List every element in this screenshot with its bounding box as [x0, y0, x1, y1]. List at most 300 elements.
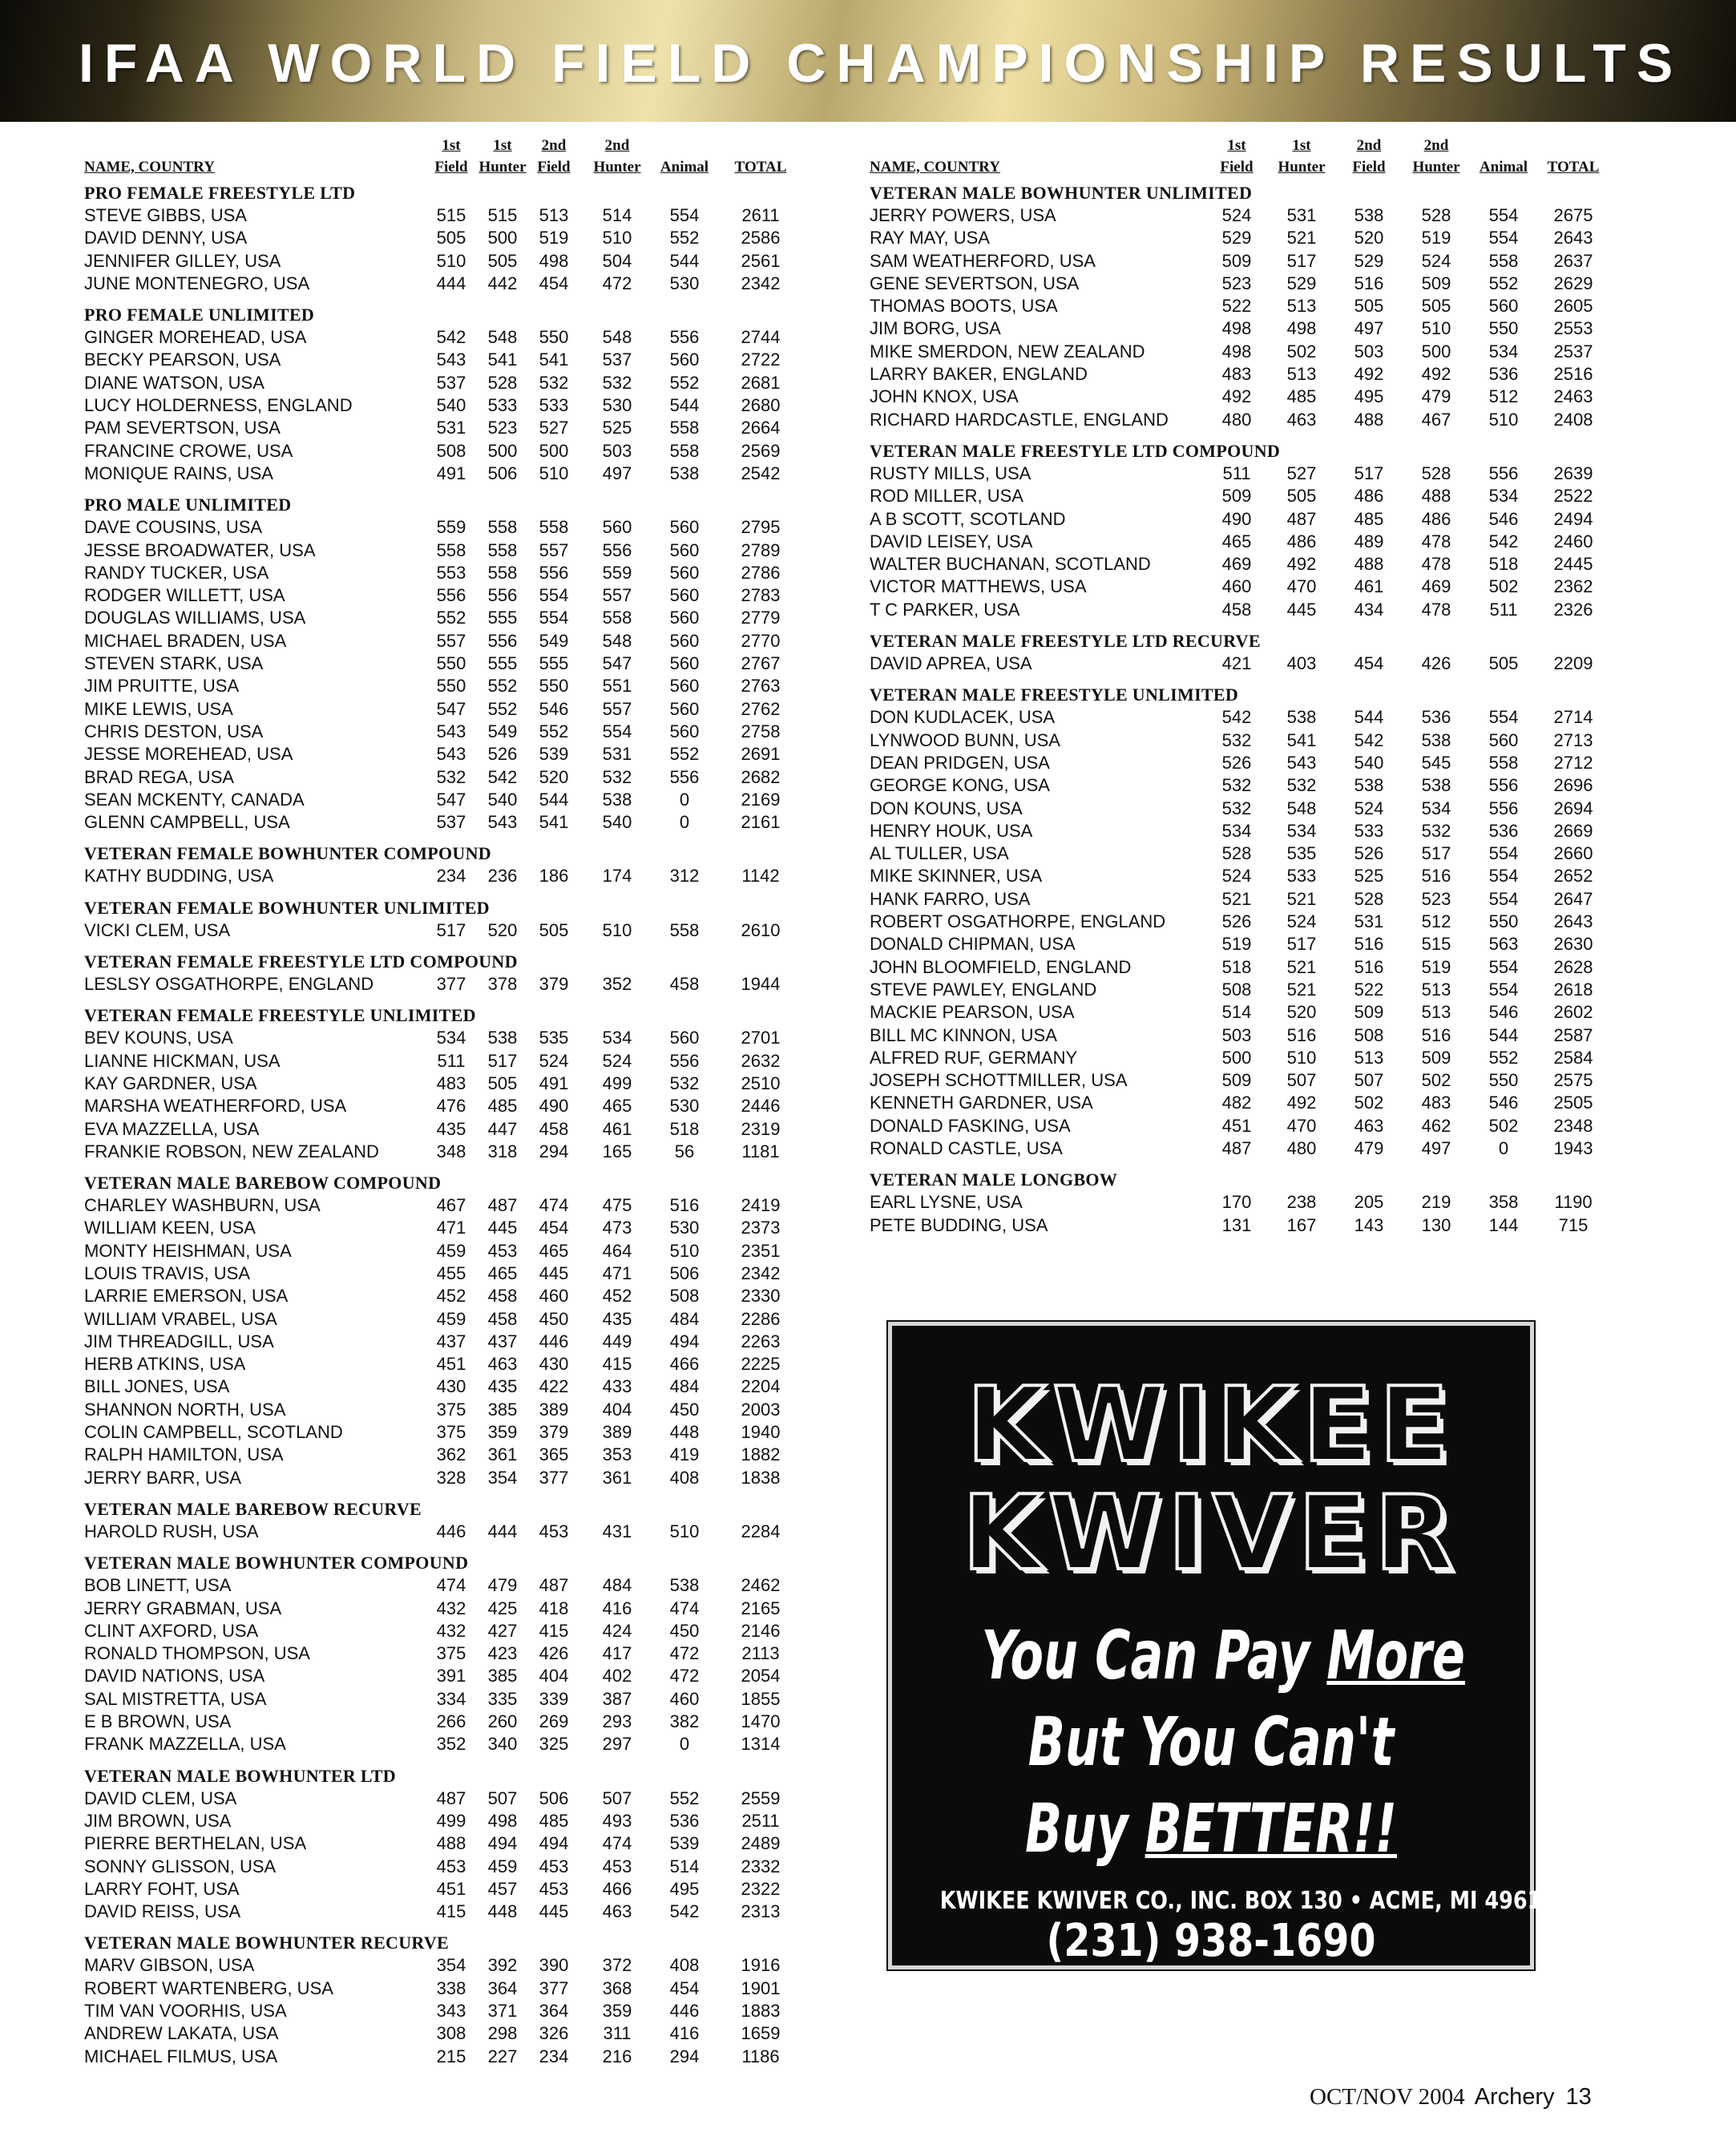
result-row: [84, 1598, 830, 1620]
total-score: 2003: [741, 1399, 781, 1420]
total-score: 2313: [741, 1901, 781, 1922]
animal-score: 552: [1488, 1047, 1519, 1068]
result-row: [84, 1072, 830, 1095]
animal-score: 408: [669, 1955, 700, 1976]
animal-score: 450: [669, 1620, 700, 1641]
first-field-score: 487: [1221, 1137, 1252, 1158]
first-hunter-score: 505: [487, 250, 518, 271]
header-1st-hunter: 1st Hunter: [1278, 137, 1326, 176]
archer-name: GEORGE KONG, USA: [870, 775, 1050, 796]
result-row: [870, 774, 1619, 797]
results-section: [870, 1168, 1619, 1237]
first-field-score: 537: [436, 812, 466, 833]
first-hunter-score: 528: [487, 372, 518, 393]
first-field-score: 452: [436, 1286, 466, 1307]
total-score: 2542: [741, 463, 781, 483]
result-row: [84, 516, 830, 539]
second-hunter-score: 216: [602, 2046, 632, 2066]
archer-name: RUSTY MILLS, USA: [870, 463, 1032, 483]
result-row: [84, 973, 830, 996]
animal-score: 536: [1488, 820, 1519, 841]
archer-name: GENE SEVERTSON, USA: [870, 273, 1080, 293]
total-score: 2669: [1553, 820, 1593, 841]
first-hunter-score: 423: [487, 1643, 518, 1664]
result-row: [84, 2000, 830, 2022]
second-hunter-score: 504: [602, 250, 632, 271]
animal-score: 536: [1488, 364, 1519, 385]
archer-name: SAL MISTRETTA, USA: [84, 1688, 267, 1709]
animal-score: 552: [669, 744, 700, 765]
total-score: 2611: [741, 205, 780, 225]
second-field-score: 422: [539, 1376, 569, 1397]
header-total: TOTAL: [734, 159, 787, 176]
first-hunter-score: 364: [487, 1977, 518, 1998]
header-2nd-field: 2nd Field: [1352, 137, 1386, 176]
archer-name: MICHAEL BRADEN, USA: [84, 630, 287, 651]
archer-name: JERRY POWERS, USA: [870, 205, 1056, 225]
results-section: [870, 629, 1619, 675]
total-score: 2362: [1553, 576, 1593, 597]
total-score: 1190: [1554, 1192, 1593, 1213]
animal-score: 550: [1488, 1070, 1519, 1091]
results-section: [84, 1931, 830, 2067]
first-hunter-score: 463: [487, 1354, 518, 1375]
animal-score: 538: [669, 1575, 700, 1596]
second-hunter-score: 505: [1421, 296, 1451, 317]
archer-name: RONALD THOMPSON, USA: [84, 1643, 310, 1664]
archer-name: FRANK MAZZELLA, USA: [84, 1734, 286, 1755]
first-field-score: 556: [436, 585, 466, 606]
archer-name: ROD MILLER, USA: [870, 486, 1023, 507]
first-field-score: 375: [436, 1399, 466, 1420]
first-field-score: 515: [436, 205, 466, 225]
total-score: 2779: [741, 608, 781, 628]
second-hunter-score: 554: [602, 721, 632, 741]
page-footer: [1310, 2084, 1592, 2111]
second-hunter-score: 359: [602, 2001, 632, 2021]
first-field-score: 517: [436, 919, 466, 940]
animal-score: 560: [669, 630, 700, 651]
first-field-score: 432: [436, 1598, 466, 1618]
total-score: 2505: [1553, 1093, 1593, 1113]
archer-name: VICKI CLEM, USA: [84, 919, 231, 940]
first-field-score: 498: [1221, 318, 1252, 339]
second-field-score: 434: [1354, 599, 1384, 620]
first-hunter-score: 437: [487, 1331, 518, 1351]
total-score: 2584: [1553, 1047, 1593, 1068]
second-hunter-score: 426: [1421, 653, 1451, 674]
animal-score: 416: [669, 2023, 700, 2044]
archer-name: LARRIE EMERSON, USA: [84, 1286, 289, 1307]
second-field-score: 489: [1354, 531, 1384, 551]
result-row: [870, 386, 1619, 408]
first-hunter-score: 505: [487, 1072, 518, 1093]
second-field-score: 450: [539, 1308, 569, 1329]
result-row: [84, 1141, 830, 1163]
result-row: [84, 1467, 830, 1489]
first-field-score: 375: [436, 1422, 466, 1443]
archer-name: RANDY TUCKER, USA: [84, 562, 269, 583]
ad-slogan-line-3: Buy BETTER!!: [1024, 1789, 1397, 1868]
total-score: 2348: [1553, 1115, 1593, 1136]
animal-score: 554: [1488, 956, 1519, 977]
first-hunter-score: 458: [487, 1308, 518, 1329]
animal-score: 539: [669, 1833, 700, 1854]
animal-score: 554: [1488, 205, 1519, 225]
second-hunter-score: 497: [1421, 1137, 1451, 1158]
second-field-score: 474: [539, 1195, 569, 1216]
second-field-score: 546: [539, 698, 569, 719]
first-hunter-score: 435: [487, 1376, 518, 1397]
archer-name: CHRIS DESTON, USA: [84, 721, 264, 741]
second-field-score: 269: [539, 1711, 569, 1732]
first-hunter-score: 552: [487, 698, 518, 719]
animal-score: 556: [1488, 463, 1519, 483]
second-hunter-score: 557: [602, 698, 632, 719]
first-hunter-score: 521: [1286, 979, 1317, 1000]
first-hunter-score: 556: [487, 585, 518, 606]
first-field-score: 308: [436, 2023, 466, 2044]
second-field-score: 430: [539, 1354, 569, 1375]
first-hunter-score: 318: [487, 1141, 518, 1161]
second-field-score: 554: [539, 608, 569, 628]
second-hunter-score: 558: [602, 608, 632, 628]
section-title: VETERAN MALE BOWHUNTER RECURVE: [84, 1933, 449, 1953]
first-field-score: 526: [1221, 752, 1252, 773]
total-score: 1855: [741, 1688, 781, 1709]
second-hunter-score: 534: [602, 1028, 632, 1048]
results-column-right: [870, 131, 1619, 1237]
result-row: [870, 1024, 1619, 1047]
total-score: 2610: [741, 919, 781, 940]
second-field-score: 446: [539, 1331, 569, 1351]
archer-name: WILLIAM VRABEL, USA: [84, 1308, 277, 1329]
header-1st-field: 1st Field: [1220, 137, 1254, 176]
archer-name: BILL MC KINNON, USA: [870, 1024, 1057, 1045]
result-row: [84, 1285, 830, 1307]
first-field-score: 543: [436, 744, 466, 765]
archer-name: STEVE PAWLEY, ENGLAND: [870, 979, 1097, 1000]
first-field-score: 483: [1221, 364, 1252, 385]
first-hunter-score: 555: [487, 653, 518, 674]
total-score: 2463: [1553, 386, 1593, 407]
first-field-score: 377: [436, 974, 466, 995]
archer-name: DONALD CHIPMAN, USA: [870, 934, 1076, 955]
animal-score: 560: [669, 1028, 700, 1048]
total-score: 2618: [1553, 979, 1593, 1000]
first-field-score: 338: [436, 1977, 466, 1998]
result-row: [84, 1665, 830, 1687]
first-field-score: 465: [1221, 531, 1252, 551]
second-field-score: 498: [539, 250, 569, 271]
results-section: [870, 181, 1619, 431]
second-hunter-score: 478: [1421, 554, 1451, 575]
first-field-score: 529: [1221, 228, 1252, 248]
second-hunter-score: 536: [1421, 707, 1451, 728]
total-score: 2767: [741, 653, 781, 674]
total-score: 2795: [741, 517, 781, 538]
animal-score: 484: [669, 1308, 700, 1329]
archer-name: LESLSY OSGATHORPE, ENGLAND: [84, 974, 374, 995]
result-row: [84, 919, 830, 942]
animal-score: 560: [669, 698, 700, 719]
first-field-score: 499: [436, 1810, 466, 1831]
title-banner: [0, 0, 1736, 122]
first-field-score: 437: [436, 1331, 466, 1351]
first-field-score: 480: [1221, 409, 1252, 430]
first-hunter-score: 335: [487, 1688, 518, 1709]
total-score: 2204: [741, 1376, 781, 1397]
first-hunter-score: 500: [487, 440, 518, 461]
second-hunter-score: 510: [1421, 318, 1451, 339]
total-score: 2537: [1553, 341, 1593, 362]
animal-score: 0: [679, 789, 690, 810]
first-field-score: 348: [436, 1141, 466, 1161]
second-field-score: 488: [1354, 554, 1384, 575]
result-row: [870, 911, 1619, 933]
second-hunter-score: 512: [1421, 911, 1451, 932]
total-score: 2561: [741, 250, 781, 271]
animal-score: 560: [669, 517, 700, 538]
second-field-score: 510: [539, 463, 569, 483]
second-hunter-score: 484: [602, 1575, 632, 1596]
ad-slogan-line-2: But You Can't: [1027, 1703, 1395, 1781]
total-score: 2225: [741, 1354, 781, 1375]
animal-score: 495: [669, 1878, 700, 1899]
total-score: 2714: [1553, 707, 1593, 728]
result-row: [84, 1810, 830, 1832]
animal-score: 419: [669, 1444, 700, 1465]
first-field-score: 352: [436, 1734, 466, 1755]
result-row: [870, 463, 1619, 485]
animal-score: 560: [669, 562, 700, 583]
animal-score: 538: [669, 463, 700, 483]
second-hunter-score: 524: [602, 1050, 632, 1071]
second-field-score: 365: [539, 1444, 569, 1465]
total-score: 2643: [1553, 228, 1593, 248]
section-title: PRO FEMALE FREESTYLE LTD: [84, 183, 356, 203]
first-hunter-score: 500: [487, 228, 518, 248]
first-field-score: 328: [436, 1467, 466, 1488]
archer-name: AL TULLER, USA: [870, 843, 1009, 864]
first-hunter-score: 555: [487, 608, 518, 628]
second-field-score: 505: [539, 919, 569, 940]
result-row: [84, 1027, 830, 1049]
animal-score: 550: [1488, 911, 1519, 932]
second-hunter-score: 368: [602, 1977, 632, 1998]
first-hunter-score: 453: [487, 1240, 518, 1261]
result-row: [870, 652, 1619, 675]
second-hunter-score: 538: [602, 789, 632, 810]
header-2nd-hunter: 2nd Hunter: [593, 137, 641, 176]
first-field-score: 391: [436, 1666, 466, 1687]
result-row: [870, 888, 1619, 911]
result-row: [84, 1642, 830, 1665]
total-score: 2713: [1553, 729, 1593, 750]
ad-slogan-line-1: You Can Pay More: [981, 1616, 1465, 1695]
second-hunter-score: 472: [602, 273, 632, 293]
second-hunter-score: 534: [1421, 798, 1451, 818]
animal-score: 560: [669, 653, 700, 674]
first-hunter-score: 385: [487, 1666, 518, 1687]
result-row: [84, 1878, 830, 1901]
first-field-score: 451: [436, 1878, 466, 1899]
animal-score: 550: [1488, 318, 1519, 339]
total-score: 2494: [1553, 508, 1593, 529]
first-field-score: 334: [436, 1688, 466, 1709]
total-score: 1943: [1553, 1137, 1593, 1158]
first-hunter-score: 513: [1286, 296, 1317, 317]
archer-name: MONTY HEISHMAN, USA: [84, 1240, 292, 1261]
result-row: [84, 372, 830, 394]
archer-name: JERRY BARR, USA: [84, 1467, 242, 1488]
total-score: 1838: [741, 1467, 781, 1488]
total-score: 2712: [1553, 752, 1593, 773]
animal-score: 458: [669, 974, 700, 995]
second-hunter-score: 513: [1421, 979, 1451, 1000]
first-hunter-score: 485: [487, 1096, 518, 1117]
animal-score: 554: [1488, 979, 1519, 1000]
second-hunter-score: 416: [602, 1598, 632, 1618]
first-hunter-score: 549: [487, 721, 518, 741]
first-field-score: 537: [436, 372, 466, 393]
second-hunter-score: 538: [1421, 729, 1451, 750]
second-field-score: 453: [539, 1521, 569, 1541]
archer-name: PETE BUDDING, USA: [870, 1214, 1048, 1235]
result-row: [84, 1856, 830, 1878]
archer-name: LOUIS TRAVIS, USA: [84, 1262, 251, 1283]
archer-name: EVA MAZZELLA, USA: [84, 1118, 260, 1139]
archer-name: DAVID APREA, USA: [870, 653, 1032, 674]
second-hunter-score: 510: [602, 919, 632, 940]
result-row: [84, 204, 830, 227]
animal-score: 554: [1488, 866, 1519, 887]
second-field-score: 549: [539, 630, 569, 651]
first-field-score: 540: [436, 395, 466, 416]
animal-score: 534: [1488, 486, 1519, 507]
total-score: 2605: [1553, 296, 1593, 317]
archer-name: MICHAEL FILMUS, USA: [84, 2046, 278, 2066]
second-field-score: 520: [539, 766, 569, 787]
second-hunter-score: 502: [1421, 1070, 1451, 1091]
second-hunter-score: 551: [602, 676, 632, 697]
total-score: 2762: [741, 698, 781, 719]
second-field-score: 454: [539, 273, 569, 293]
total-score: 2722: [741, 349, 781, 370]
total-score: 2783: [741, 585, 781, 606]
archer-name: LUCY HOLDERNESS, ENGLAND: [84, 395, 353, 416]
result-row: [84, 1308, 830, 1331]
result-row: [870, 531, 1619, 553]
first-field-score: 542: [436, 327, 466, 348]
total-score: 1142: [741, 866, 780, 887]
second-field-score: 533: [1354, 820, 1384, 841]
first-hunter-score: 517: [1286, 934, 1317, 955]
animal-score: 544: [669, 250, 700, 271]
animal-score: 502: [1488, 576, 1519, 597]
first-hunter-score: 542: [487, 766, 518, 787]
result-row: [870, 979, 1619, 1001]
total-score: 2510: [741, 1072, 781, 1093]
first-field-score: 547: [436, 789, 466, 810]
result-row: [84, 1832, 830, 1855]
animal-score: 506: [669, 1262, 700, 1283]
second-hunter-score: 165: [602, 1141, 632, 1161]
total-score: 2632: [741, 1050, 781, 1071]
second-field-score: 488: [1354, 409, 1384, 430]
first-field-score: 421: [1221, 653, 1252, 674]
first-hunter-score: 506: [487, 463, 518, 483]
total-score: 2758: [741, 721, 781, 741]
second-hunter-score: 361: [602, 1467, 632, 1488]
result-row: [84, 1118, 830, 1141]
result-row: [84, 1711, 830, 1733]
first-hunter-score: 425: [487, 1598, 518, 1618]
second-field-score: 532: [539, 372, 569, 393]
second-hunter-score: 509: [1421, 1047, 1451, 1068]
second-hunter-score: 449: [602, 1331, 632, 1351]
result-row: [84, 539, 830, 562]
first-hunter-score: 445: [487, 1218, 518, 1238]
second-hunter-score: 493: [602, 1810, 632, 1831]
total-score: 2639: [1553, 463, 1593, 483]
result-row: [84, 2022, 830, 2045]
archer-name: A B SCOTT, SCOTLAND: [870, 508, 1066, 529]
first-hunter-score: 517: [487, 1050, 518, 1071]
first-field-score: 446: [436, 1521, 466, 1541]
result-row: [84, 1788, 830, 1810]
header-name-country: NAME, COUNTRY: [84, 159, 215, 176]
first-hunter-score: 354: [487, 1467, 518, 1488]
animal-score: 546: [1488, 1093, 1519, 1113]
first-field-score: 354: [436, 1955, 466, 1976]
first-hunter-score: 505: [1286, 486, 1317, 507]
second-field-score: 390: [539, 1955, 569, 1976]
first-hunter-score: 529: [1286, 273, 1317, 293]
results-section: [84, 1004, 830, 1163]
second-hunter-score: 499: [602, 1072, 632, 1093]
footer-publication: Archery: [1474, 2084, 1555, 2110]
first-hunter-score: 517: [1286, 250, 1317, 271]
first-field-score: 542: [1221, 707, 1252, 728]
first-field-score: 552: [436, 608, 466, 628]
total-score: 1883: [741, 2001, 781, 2021]
results-section: [84, 950, 830, 996]
first-hunter-score: 507: [1286, 1070, 1317, 1091]
first-hunter-score: 361: [487, 1444, 518, 1465]
second-hunter-score: 488: [1421, 486, 1451, 507]
first-hunter-score: 167: [1286, 1214, 1317, 1235]
first-field-score: 510: [436, 250, 466, 271]
second-hunter-score: 519: [1421, 956, 1451, 977]
first-hunter-score: 520: [1286, 1002, 1317, 1023]
first-hunter-score: 541: [1286, 729, 1317, 750]
second-field-score: 502: [1354, 1093, 1384, 1113]
first-hunter-score: 470: [1286, 576, 1317, 597]
column-header: [870, 131, 1619, 181]
second-field-score: 516: [1354, 934, 1384, 955]
first-field-score: 524: [1221, 205, 1252, 225]
first-hunter-score: 524: [1286, 911, 1317, 932]
total-score: 2161: [741, 812, 781, 833]
archer-name: CLINT AXFORD, USA: [84, 1620, 259, 1641]
total-score: 2701: [741, 1028, 781, 1048]
first-field-score: 460: [1221, 576, 1252, 597]
second-hunter-score: 509: [1421, 273, 1451, 293]
animal-score: 552: [669, 228, 700, 248]
second-field-score: 541: [539, 349, 569, 370]
result-row: [84, 1574, 830, 1597]
